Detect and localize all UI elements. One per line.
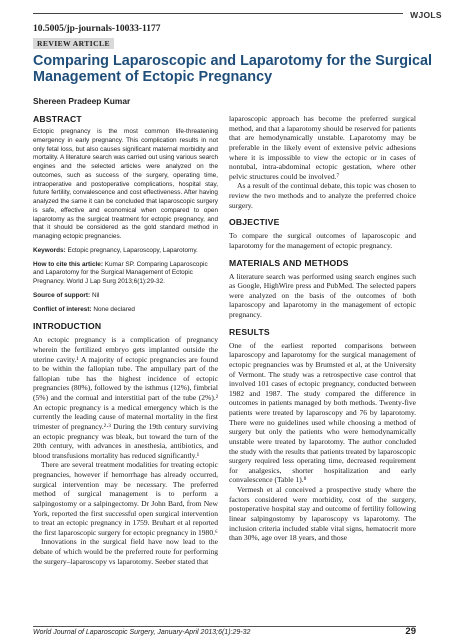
objective-heading: OBJECTIVE <box>229 217 280 228</box>
header-rule <box>33 13 449 14</box>
intro-paragraph: There are several treatment modalities for treating ectopic pregnancies, however if hemorrhage has already occurred, surgical intervention may be necessary. The preferred method of surgical management is to perform a salpingostomy or a salpingectomy. Dr John Bard, from New York, reported the first successful open surgical intervention to treat an ectopic pregnancy in 1759. Bruhart et al reported the first laparoscopic surgery for ectopic pregnancy in 1980.⁶ <box>33 460 218 537</box>
intro-continued-paragraph: laparoscopic approach has become the preferred surgical method, and that a laparotomy should be reserved for patients that are hemodynamically unstable. Laparotomy may be preferable in the likely event of extensive pelvic adhesions where it is impossible to view the ectopic or in cases of nontubal, intra-abdominal ectopic gestation, where other pelvic structures could be involved.⁷ <box>229 114 416 181</box>
intro-paragraph: An ectopic pregnancy is a complication of pregnancy wherein the fertilized embryo gets implanted outside the uterine cavity.¹ A majority of ectopic pregnancies are found to be within the fallopian tube. The ampullary part of the fallopian tube has the highest incidence of ectopic pregnancies (80%), followed by the isthmus (12%), fimbrial (5%) and the cornual and interstitial part of the tube (2%).² An ectopic pregnancy is a medical emergency which is the currently the leading cause of maternal mortality in the first trimester of pregnancy.²·³ During the 19th century surviving an ectopic pregnancy was bleak, but toward the turn of the 20th century, with advances in anesthesia, antibiotics, and blood transfusions mortality has reduced significantly.¹ <box>33 335 218 460</box>
keywords-label: Keywords: <box>33 246 66 254</box>
left-column <box>33 114 218 566</box>
conflict-of-interest <box>33 306 218 315</box>
objective-text: To compare the surgical outcomes of laparoscopic and laparotomy for the management of ectopic pregnancy. <box>229 231 416 250</box>
results-heading: RESULTS <box>229 326 270 337</box>
introduction-heading: INTRODUCTION <box>33 321 102 332</box>
results-paragraph: Vermesh et al conceived a prospective study where the factors considered were morbidity, cost of the surgery, postoperative hospital stay and outcome of fertility following linear salpingostomy by laparoscopy vs laparotomy. The inclusion criteria included stable vital signs, hematocrit more than 30%, age over 18 years, and those <box>229 485 416 543</box>
page-number: 29 <box>405 626 416 637</box>
support-text: Nil <box>90 291 100 299</box>
article-type-badge: REVIEW ARTICLE <box>33 38 114 49</box>
citation <box>33 261 218 287</box>
abstract-text: Ectopic pregnancy is the most common life-threatening emergency in early pregnancy. This complication results in not only fetal loss, but also causes significant maternal morbidity and mortality. A literature search was carried out using various search engines and the selected articles were analyzed on the outcomes, such as success of the surgery, operating time, intraoperative and postoperative complications, hospital stay, future fertility, convalescence and cost effectiveness. After having analyzed the same it can be concluded that laparoscopic surgery is safe, effective and economical when compared to open laparotomy as the surgical treatment for ectopic pregnancy, and that it should be considered as the gold standard method in managing ectopic pregnancies. <box>33 128 218 240</box>
citation-text: Kumar SP. Comparing Laparoscopic and Laparotomy for the Surgical Management of Ectopic Pregnancy. World J Lap Surg 2013;6(1):29-32. <box>33 260 208 285</box>
conflict-label: Conflict of interest: <box>33 305 92 313</box>
right-column <box>229 114 416 543</box>
article-title: Comparing Laparoscopic and Laparotomy for the Surgical Management of Ectopic Pregnancy <box>33 53 433 85</box>
author: Shereen Pradeep Kumar <box>33 96 131 106</box>
support-label: Source of support: <box>33 291 91 299</box>
abstract-heading: ABSTRACT <box>33 114 82 124</box>
keywords <box>33 247 218 256</box>
journal-tag: WJOLS <box>403 7 449 23</box>
source-of-support <box>33 292 218 301</box>
methods-heading: MATERIALS AND METHODS <box>229 257 349 268</box>
intro-paragraph: Innovations in the surgical field have now lead to the debate of which would be the preferred route for performing the surgery–laparoscopy vs laparotomy. Seeber stated that <box>33 537 218 566</box>
doi[interactable]: 10.5005/jp-journals-10033-1177 <box>33 24 161 34</box>
keywords-text: Ectopic pregnancy, Laparoscopy, Laparotomy. <box>65 246 198 254</box>
conflict-text: None declared <box>91 305 135 313</box>
citation-label: How to cite this article: <box>33 260 103 268</box>
results-paragraph: One of the earliest reported comparisons between laparoscopy and laparotomy for the surgical management of ectopic pregnancies was by Brumsted et al, at the University of Vermont. The study was a retrospective case control that involved 101 cases of ectopic pregnancy, conducted between 1982 and 1987. The study compared the difference in outcomes in patients managed by both methods. Twenty-five patients were treated by laparoscopy and 76 by laparotomy. There were no guidelines used while choosing a method of surgery but only the patients who were hemodynamically unstable were treated by laparotomy. The author concluded the study with the results that patients treated by laparoscopic surgery required less operating time, decreased requirement for analgesics, shorter hospitalization and early convalescence (Table 1).⁸ <box>229 340 416 485</box>
methods-text: A literature search was performed using search engines such as Google, HighWire press and PubMed. The selected papers were analyzed on the basis of the outcomes of both laparoscopy and laparotomy in the management of ectopic pregnancy. <box>229 271 416 319</box>
footer-rule <box>33 626 416 627</box>
intro-continued-paragraph: As a result of the continual debate, this topic was chosen to review the two methods and to analyze the preferred choice surgery. <box>229 181 416 210</box>
footer-journal-line: World Journal of Laparoscopic Surgery, January-April 2013;6(1):29-32 <box>33 629 251 636</box>
